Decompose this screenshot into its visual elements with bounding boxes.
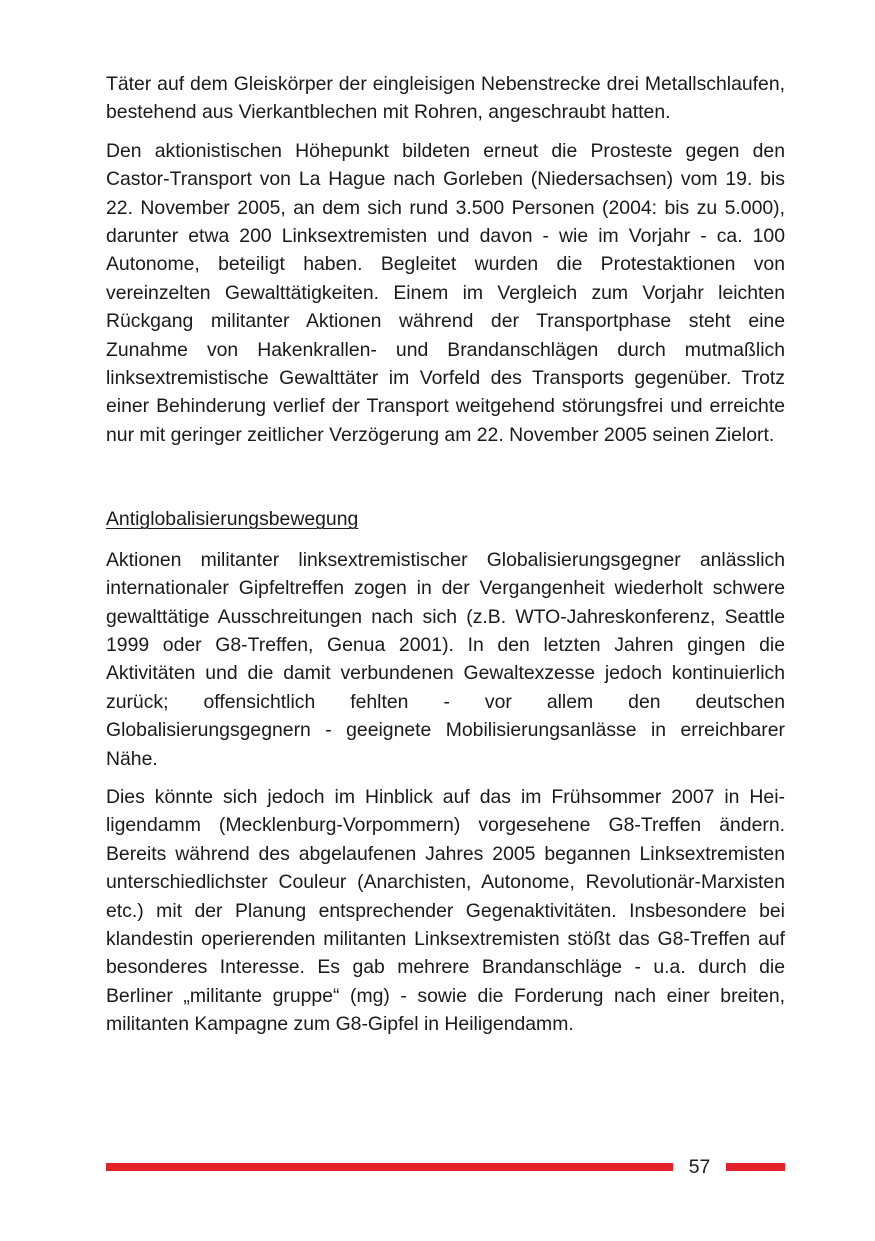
paragraph-metal-loops: Täter auf dem Gleiskörper der eingleisigen Nebenstrecke drei Metallschlaufen, bestehend aus Vierkantblechen mit Rohren, angeschraubt hatten. (106, 73, 785, 124)
page-content (106, 70, 785, 1049)
paragraph-g8-heiligendamm: Dies könnte sich jedoch im Hinblick auf das im Frühsommer 2007 in Heiligendamm (Mecklenburg-Vorpommern) vorgesehene G8-Treffen ändern. Bereits während des abgelaufenen Jahres 2005 begannen Linksextremisten unterschiedlichster Couleur (Anarchisten, Autonome, Revolutionär-Marxisten etc.) mit der Planung entsprechender Gegenaktivitäten. Insbesondere bei klandestin operierenden militanten Linksextremisten stößt das G8-Treffen auf besonderes Interesse. Es gab mehrere Brandanschläge - u.a. durch die Berliner „militante gruppe“ (mg) - sowie die Forderung nach einer breiten, militanten Kampagne zum G8-Gipfel in Heiligendamm. (106, 785, 785, 1036)
section-spacer (106, 459, 785, 505)
page-number: 57 (688, 1156, 711, 1178)
footer-bar-left (106, 1163, 673, 1171)
footer-bar-right (726, 1163, 785, 1171)
paragraph-globalization-opponents: Aktionen militanter linksextremistischer Globalisierungsgegner anlässlich internationaler Gipfeltreffen zogen in der Vergangenheit wiederholt schwere gewalttätige Ausschreitungen nach sich (z.B. WTO-Jahreskonferenz, Seattle 1999 oder G8-Treffen, Genua 2001). In den letzten Jahren gingen die Aktivitäten und die damit verbundenen Gewaltexzesse jedoch kontinuierlich zurück; offensichtlich fehlten - vor allem den deutschen Globalisierungsgegnern - geeignete Mobilisierungsanlässe in erreichbarer Nähe. (106, 548, 785, 770)
page-footer (106, 1154, 785, 1180)
section-heading: Antiglobalisierungsbewegung (106, 508, 359, 531)
paragraph-castor-transport: Den aktionistischen Höhepunkt bildeten erneut die Prosteste gegen den Castor-Transport von La Hague nach Gorleben (Niedersachsen) vom 19. bis 22. November 2005, an dem sich rund 3.500 Personen (2004: bis zu 5.000), darunter etwa 200 Linksextremisten und davon - wie im Vorjahr - ca. 100 Autonome, beteiligt haben. Begleitet wurden die Protestaktionen von vereinzelten Gewalttätigkeiten. Einem im Vergleich zum Vorjahr leichten Rückgang militanter Aktionen während der Transportphase steht eine Zunahme von Hakenkrallen- und Brandanschlägen durch mutmaßlich linksextremistische Gewalttäter im Vorfeld des Transports gegenüber. Trotz einer Behinderung verlief der Transport weitgehend störungsfrei und erreichte nur mit geringer zeitlicher Verzögerung am 22. November 2005 seinen Zielort. (106, 139, 785, 446)
